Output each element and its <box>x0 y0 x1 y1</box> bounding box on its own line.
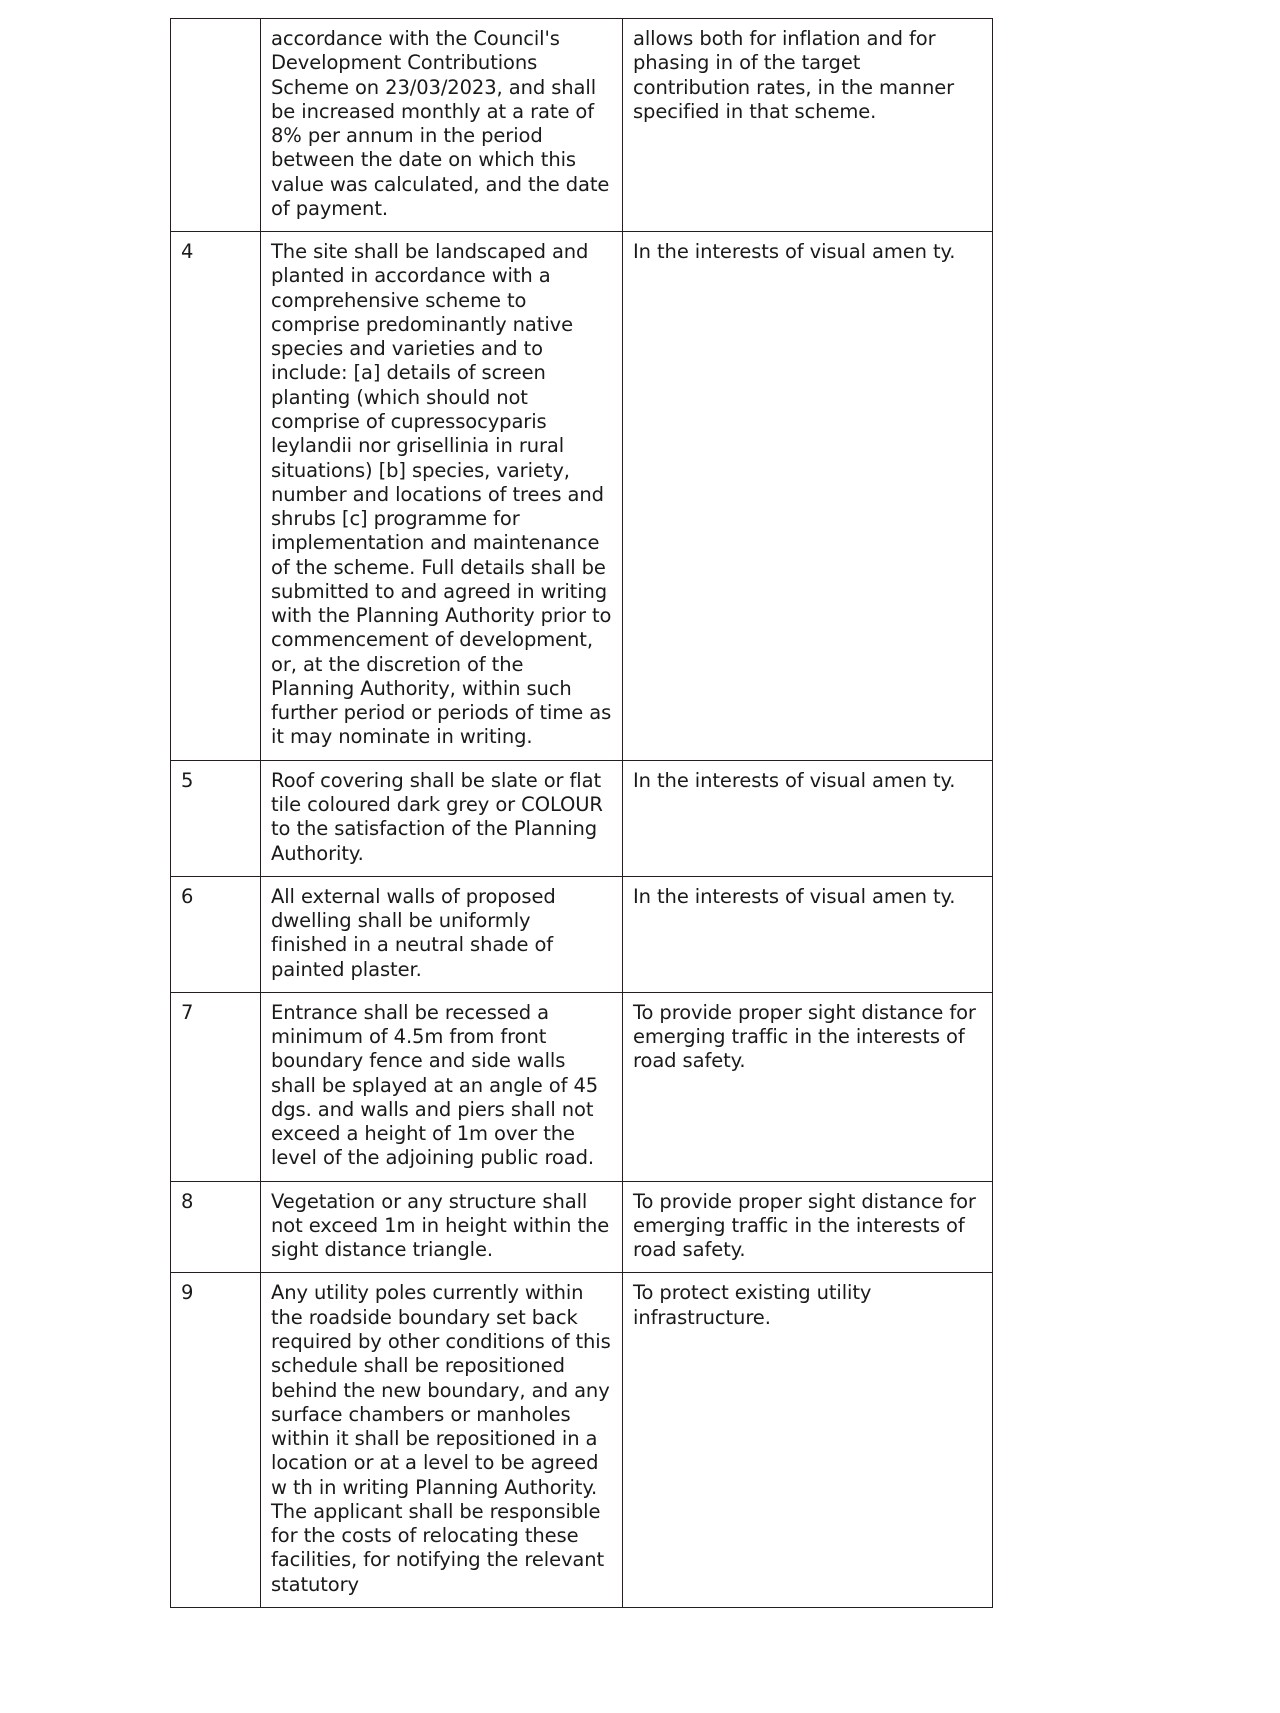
condition-text: Any utility poles currently within the roadside boundary set back required by other conditions of this schedule shall be repositioned behind the new boundary, and any surface chambers or manholes within it shall be repositioned in a location or at a level to be agreed w th in writing Planning Authority. The applicant shall be responsible for the costs of relocating these facilities, for notifying the relevant statutory <box>261 1273 623 1607</box>
condition-text: Roof covering shall be slate or flat tile coloured dark grey or COLOUR to the satisfaction of the Planning Authority. <box>261 760 623 876</box>
condition-text: The site shall be landscaped and planted in accordance with a comprehensive scheme to comprise predominantly native species and varieties and to include: [a] details of screen planting (which should not comprise of cupressocyparis leylandii nor grisellinia in rural situations) [b] species, variety, number and locations of trees and shrubs [c] programme for implementation and maintenance of the scheme. Full details shall be submitted to and agreed in writing with the Planning Authority prior to commencement of development, or, at the discretion of the Planning Authority, within such further period or periods of time as it may nominate in writing. <box>261 232 623 761</box>
condition-number: 6 <box>171 876 261 992</box>
condition-number <box>171 19 261 232</box>
reason-text: To provide proper sight distance for emerging traffic in the interests of road safety. <box>623 992 993 1181</box>
planning-conditions-table <box>170 18 993 1608</box>
reason-text: In the interests of visual amen ty. <box>623 876 993 992</box>
table-row <box>171 1273 993 1607</box>
condition-number: 8 <box>171 1181 261 1273</box>
table-row <box>171 19 993 232</box>
table-row <box>171 876 993 992</box>
reason-text: To provide proper sight distance for emerging traffic in the interests of road safety. <box>623 1181 993 1273</box>
table-row <box>171 992 993 1181</box>
condition-number: 7 <box>171 992 261 1181</box>
condition-text: All external walls of proposed dwelling shall be uniformly finished in a neutral shade of painted plaster. <box>261 876 623 992</box>
reason-text: In the interests of visual amen ty. <box>623 760 993 876</box>
condition-text: Entrance shall be recessed a minimum of 4.5m from front boundary fence and side walls shall be splayed at an angle of 45 dgs. and walls and piers shall not exceed a height of 1m over the level of the adjoining public road. <box>261 992 623 1181</box>
condition-number: 4 <box>171 232 261 761</box>
reason-text: In the interests of visual amen ty. <box>623 232 993 761</box>
table-row <box>171 760 993 876</box>
reason-text: allows both for inflation and for phasing in of the target contribution rates, in the manner specified in that scheme. <box>623 19 993 232</box>
table-row <box>171 1181 993 1273</box>
condition-number: 9 <box>171 1273 261 1607</box>
table-row <box>171 232 993 761</box>
condition-text: accordance with the Council's Development Contributions Scheme on 23/03/2023, and shall be increased monthly at a rate of 8% per annum in the period between the date on which this value was calculated, and the date of payment. <box>261 19 623 232</box>
condition-number: 5 <box>171 760 261 876</box>
reason-text: To protect existing utility infrastructure. <box>623 1273 993 1607</box>
condition-text: Vegetation or any structure shall not exceed 1m in height within the sight distance triangle. <box>261 1181 623 1273</box>
